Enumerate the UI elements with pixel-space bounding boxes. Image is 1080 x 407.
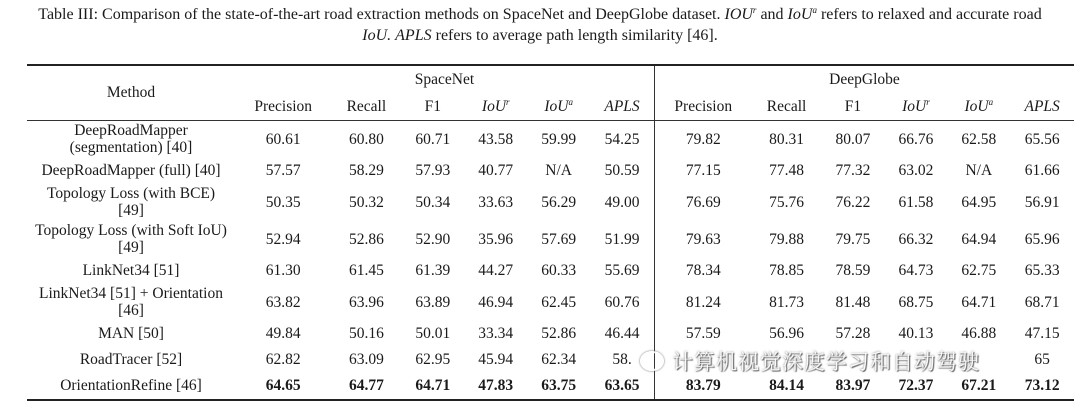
cell-value: 81.73 bbox=[769, 293, 804, 311]
cell-value: 52.94 bbox=[265, 230, 301, 248]
wechat-icon bbox=[640, 351, 664, 371]
cell-value: 57.57 bbox=[265, 162, 301, 179]
cell-value: 61.66 bbox=[1024, 162, 1060, 179]
col-iou-r: IoU$^r$ bbox=[481, 96, 510, 115]
cell-value: 49.84 bbox=[265, 325, 301, 342]
method-name: LinkNet34 [51] + Orientation [46] bbox=[39, 285, 223, 319]
cell-value: 64.71 bbox=[415, 377, 451, 394]
cell-value: 64.94 bbox=[961, 230, 997, 248]
caption-iou-r: IOU bbox=[724, 6, 753, 23]
cell-value: 58. bbox=[612, 351, 632, 368]
method-name: MAN [50] bbox=[98, 325, 164, 342]
cell-value: N/A bbox=[545, 162, 572, 179]
cell-value: 63.82 bbox=[265, 293, 301, 311]
caption-iou-a-sup: a bbox=[812, 5, 817, 15]
cell-value: 63.75 bbox=[541, 377, 577, 394]
cell-value: 46.44 bbox=[604, 325, 640, 342]
method-name: Topology Loss (with BCE) [49] bbox=[46, 185, 216, 219]
table-row bbox=[27, 158, 1074, 184]
col-f1: F1 bbox=[424, 97, 441, 115]
cell-value: 57.69 bbox=[541, 230, 577, 248]
cell-value: 78.85 bbox=[769, 262, 804, 279]
cell-value: 40.77 bbox=[478, 162, 514, 179]
cell-value: 62.34 bbox=[541, 351, 577, 368]
cell-value: 65.56 bbox=[1024, 130, 1060, 148]
cell-value: 80.31 bbox=[769, 130, 804, 148]
cell-value: 62.58 bbox=[961, 130, 997, 148]
cell-value: 73.12 bbox=[1024, 377, 1060, 394]
cell-value: 50.32 bbox=[348, 193, 384, 211]
method-name: DeepRoadMapper (full) [40] bbox=[41, 162, 221, 179]
method-name: RoadTracer [52] bbox=[79, 351, 183, 368]
col-recall: Recall bbox=[766, 97, 807, 115]
cell-value: N/A bbox=[965, 162, 993, 179]
table-row bbox=[27, 284, 1074, 321]
cell-value: 47.15 bbox=[1024, 325, 1060, 342]
cell-value: 65.33 bbox=[1024, 262, 1060, 279]
cell-value: 67.21 bbox=[961, 377, 997, 394]
group-spacenet: SpaceNet bbox=[414, 71, 475, 88]
cell-value: 64.95 bbox=[961, 193, 997, 211]
cell-value: 57.93 bbox=[415, 162, 451, 179]
cell-value: 83.97 bbox=[835, 377, 871, 394]
method-name: LinkNet34 [51] bbox=[82, 262, 180, 279]
cell-value: 66.32 bbox=[898, 230, 934, 248]
cell-value: 60.71 bbox=[415, 130, 451, 148]
cell-value: 75.76 bbox=[769, 193, 804, 211]
col-precision: Precision bbox=[654, 94, 751, 120]
cell-value: 40.13 bbox=[898, 325, 934, 342]
cell-value: 52.86 bbox=[541, 325, 577, 342]
method-name: OrientationRefine [46] bbox=[60, 377, 202, 394]
caption-apls: APLS bbox=[395, 27, 432, 44]
caption-and: and bbox=[760, 6, 784, 23]
cell-value: 50.16 bbox=[348, 325, 384, 342]
cell-value: 81.24 bbox=[654, 284, 751, 321]
cell-value: 46.88 bbox=[961, 325, 997, 342]
cell-value: 72.37 bbox=[898, 377, 934, 394]
cell-value: 84.14 bbox=[769, 377, 804, 394]
method-name: Topology Loss (with Soft IoU) [49] bbox=[35, 222, 227, 256]
cell-value: 55.69 bbox=[604, 262, 640, 279]
cell-value: 61.39 bbox=[415, 262, 451, 279]
cell-value: 79.63 bbox=[654, 221, 751, 258]
table-row bbox=[27, 321, 1074, 347]
col-iou-r: IoU$^r$ bbox=[902, 96, 930, 115]
caption-text-2: refers to relaxed and accurate road bbox=[820, 6, 1042, 23]
cell-value: 77.32 bbox=[835, 162, 871, 179]
cell-value: 61.30 bbox=[265, 262, 301, 279]
col-recall: Recall bbox=[346, 97, 387, 115]
cell-value: 52.86 bbox=[348, 230, 384, 248]
cell-value: 62.95 bbox=[415, 351, 451, 368]
cell-value: 64.65 bbox=[265, 377, 301, 394]
method-name: DeepRoadMapper (segmentation) [40] bbox=[69, 122, 193, 156]
cell-value: 63.02 bbox=[898, 162, 934, 179]
col-f1: F1 bbox=[844, 97, 862, 115]
cell-value: 62.45 bbox=[541, 293, 577, 311]
cell-value: 59.99 bbox=[541, 130, 577, 148]
cell-value: 63.96 bbox=[348, 293, 384, 311]
cell-value: 63.89 bbox=[415, 293, 451, 311]
cell-value: 61.45 bbox=[348, 262, 384, 279]
cell-value: 77.15 bbox=[654, 158, 751, 184]
cell-value: 64.71 bbox=[961, 293, 997, 311]
cell-value: 35.96 bbox=[478, 230, 514, 248]
cell-value: 64.73 bbox=[898, 262, 934, 279]
table-row bbox=[27, 373, 1074, 400]
cell-value: 80.07 bbox=[835, 130, 871, 148]
cell-value: 54.25 bbox=[604, 130, 640, 148]
cell-value: 61.58 bbox=[898, 193, 934, 211]
cell-value: 60.61 bbox=[265, 130, 301, 148]
caption-text-3: refers to average path length similarity [46]. bbox=[435, 27, 718, 44]
cell-value: 56.91 bbox=[1024, 193, 1060, 211]
caption-iou-r-sup: r bbox=[752, 5, 757, 15]
cell-value: 49.00 bbox=[604, 193, 640, 211]
col-iou-a: IoU$^a$ bbox=[964, 96, 994, 115]
cell-value: 79.75 bbox=[835, 230, 871, 248]
col-apls: APLS bbox=[1024, 97, 1060, 115]
cell-value: 60.76 bbox=[604, 293, 640, 311]
cell-value: 46.94 bbox=[478, 293, 514, 311]
cell-value: 57.28 bbox=[835, 325, 871, 342]
cell-value: 62.75 bbox=[961, 262, 997, 279]
cell-value: 63.09 bbox=[348, 351, 384, 368]
cell-value: 77.48 bbox=[769, 162, 804, 179]
table-row bbox=[27, 258, 1074, 284]
cell-value: 45.94 bbox=[478, 351, 514, 368]
col-iou-a: IoU$^a$ bbox=[544, 96, 573, 115]
cell-value: 50.01 bbox=[415, 325, 451, 342]
cell-value: 33.63 bbox=[478, 193, 514, 211]
method-header: Method bbox=[106, 83, 156, 101]
cell-value: 63.65 bbox=[604, 377, 640, 394]
group-deepglobe: DeepGlobe bbox=[654, 65, 1074, 94]
cell-value: 78.34 bbox=[654, 258, 751, 284]
cell-value: 64.77 bbox=[348, 377, 384, 394]
cell-value: 81.48 bbox=[835, 293, 871, 311]
cell-value: 50.34 bbox=[415, 193, 451, 211]
watermark-text: 计算机视觉深度学习和自动驾驶 bbox=[672, 350, 980, 374]
cell-value: 76.69 bbox=[654, 184, 751, 221]
table-row bbox=[27, 221, 1074, 258]
cell-value: 43.58 bbox=[478, 130, 514, 148]
cell-value: 60.33 bbox=[541, 262, 577, 279]
cell-value: 68.71 bbox=[1024, 293, 1060, 311]
cell-value: 58.29 bbox=[348, 162, 384, 179]
cell-value: 65 bbox=[1034, 351, 1050, 368]
cell-value: 50.59 bbox=[604, 162, 640, 179]
cell-value: 78.59 bbox=[835, 262, 871, 279]
cell-value: 47.83 bbox=[478, 377, 514, 394]
cell-value: 79.88 bbox=[769, 230, 804, 248]
cell-value: 44.27 bbox=[478, 262, 514, 279]
cell-value: 60.80 bbox=[348, 130, 384, 148]
cell-value: 52.90 bbox=[415, 230, 451, 248]
cell-value: 50.35 bbox=[265, 193, 301, 211]
table-row bbox=[27, 120, 1074, 158]
watermark bbox=[640, 346, 980, 376]
col-precision: Precision bbox=[254, 97, 313, 115]
table-caption bbox=[20, 4, 1060, 46]
cell-value: 65.96 bbox=[1024, 230, 1060, 248]
cell-value: 33.34 bbox=[478, 325, 514, 342]
cell-value: 56.29 bbox=[541, 193, 577, 211]
cell-value: 62.82 bbox=[265, 351, 301, 368]
cell-value: 57.59 bbox=[654, 321, 751, 347]
caption-iou-a: IoU bbox=[787, 6, 813, 23]
caption-iou: IoU. bbox=[362, 27, 392, 44]
cell-value: 56.96 bbox=[769, 325, 804, 342]
cell-value: 51.99 bbox=[604, 230, 640, 248]
cell-value: 68.75 bbox=[898, 293, 934, 311]
cell-value: 83.79 bbox=[654, 373, 751, 400]
caption-text: Table III: Comparison of the state-of-the-art road extraction methods on SpaceNet and DeepGlobe dataset. bbox=[38, 6, 721, 23]
table-row bbox=[27, 184, 1074, 221]
cell-value: 76.22 bbox=[835, 193, 871, 211]
cell-value: 79.82 bbox=[654, 120, 751, 158]
col-apls: APLS bbox=[604, 97, 640, 115]
cell-value: 66.76 bbox=[898, 130, 934, 148]
